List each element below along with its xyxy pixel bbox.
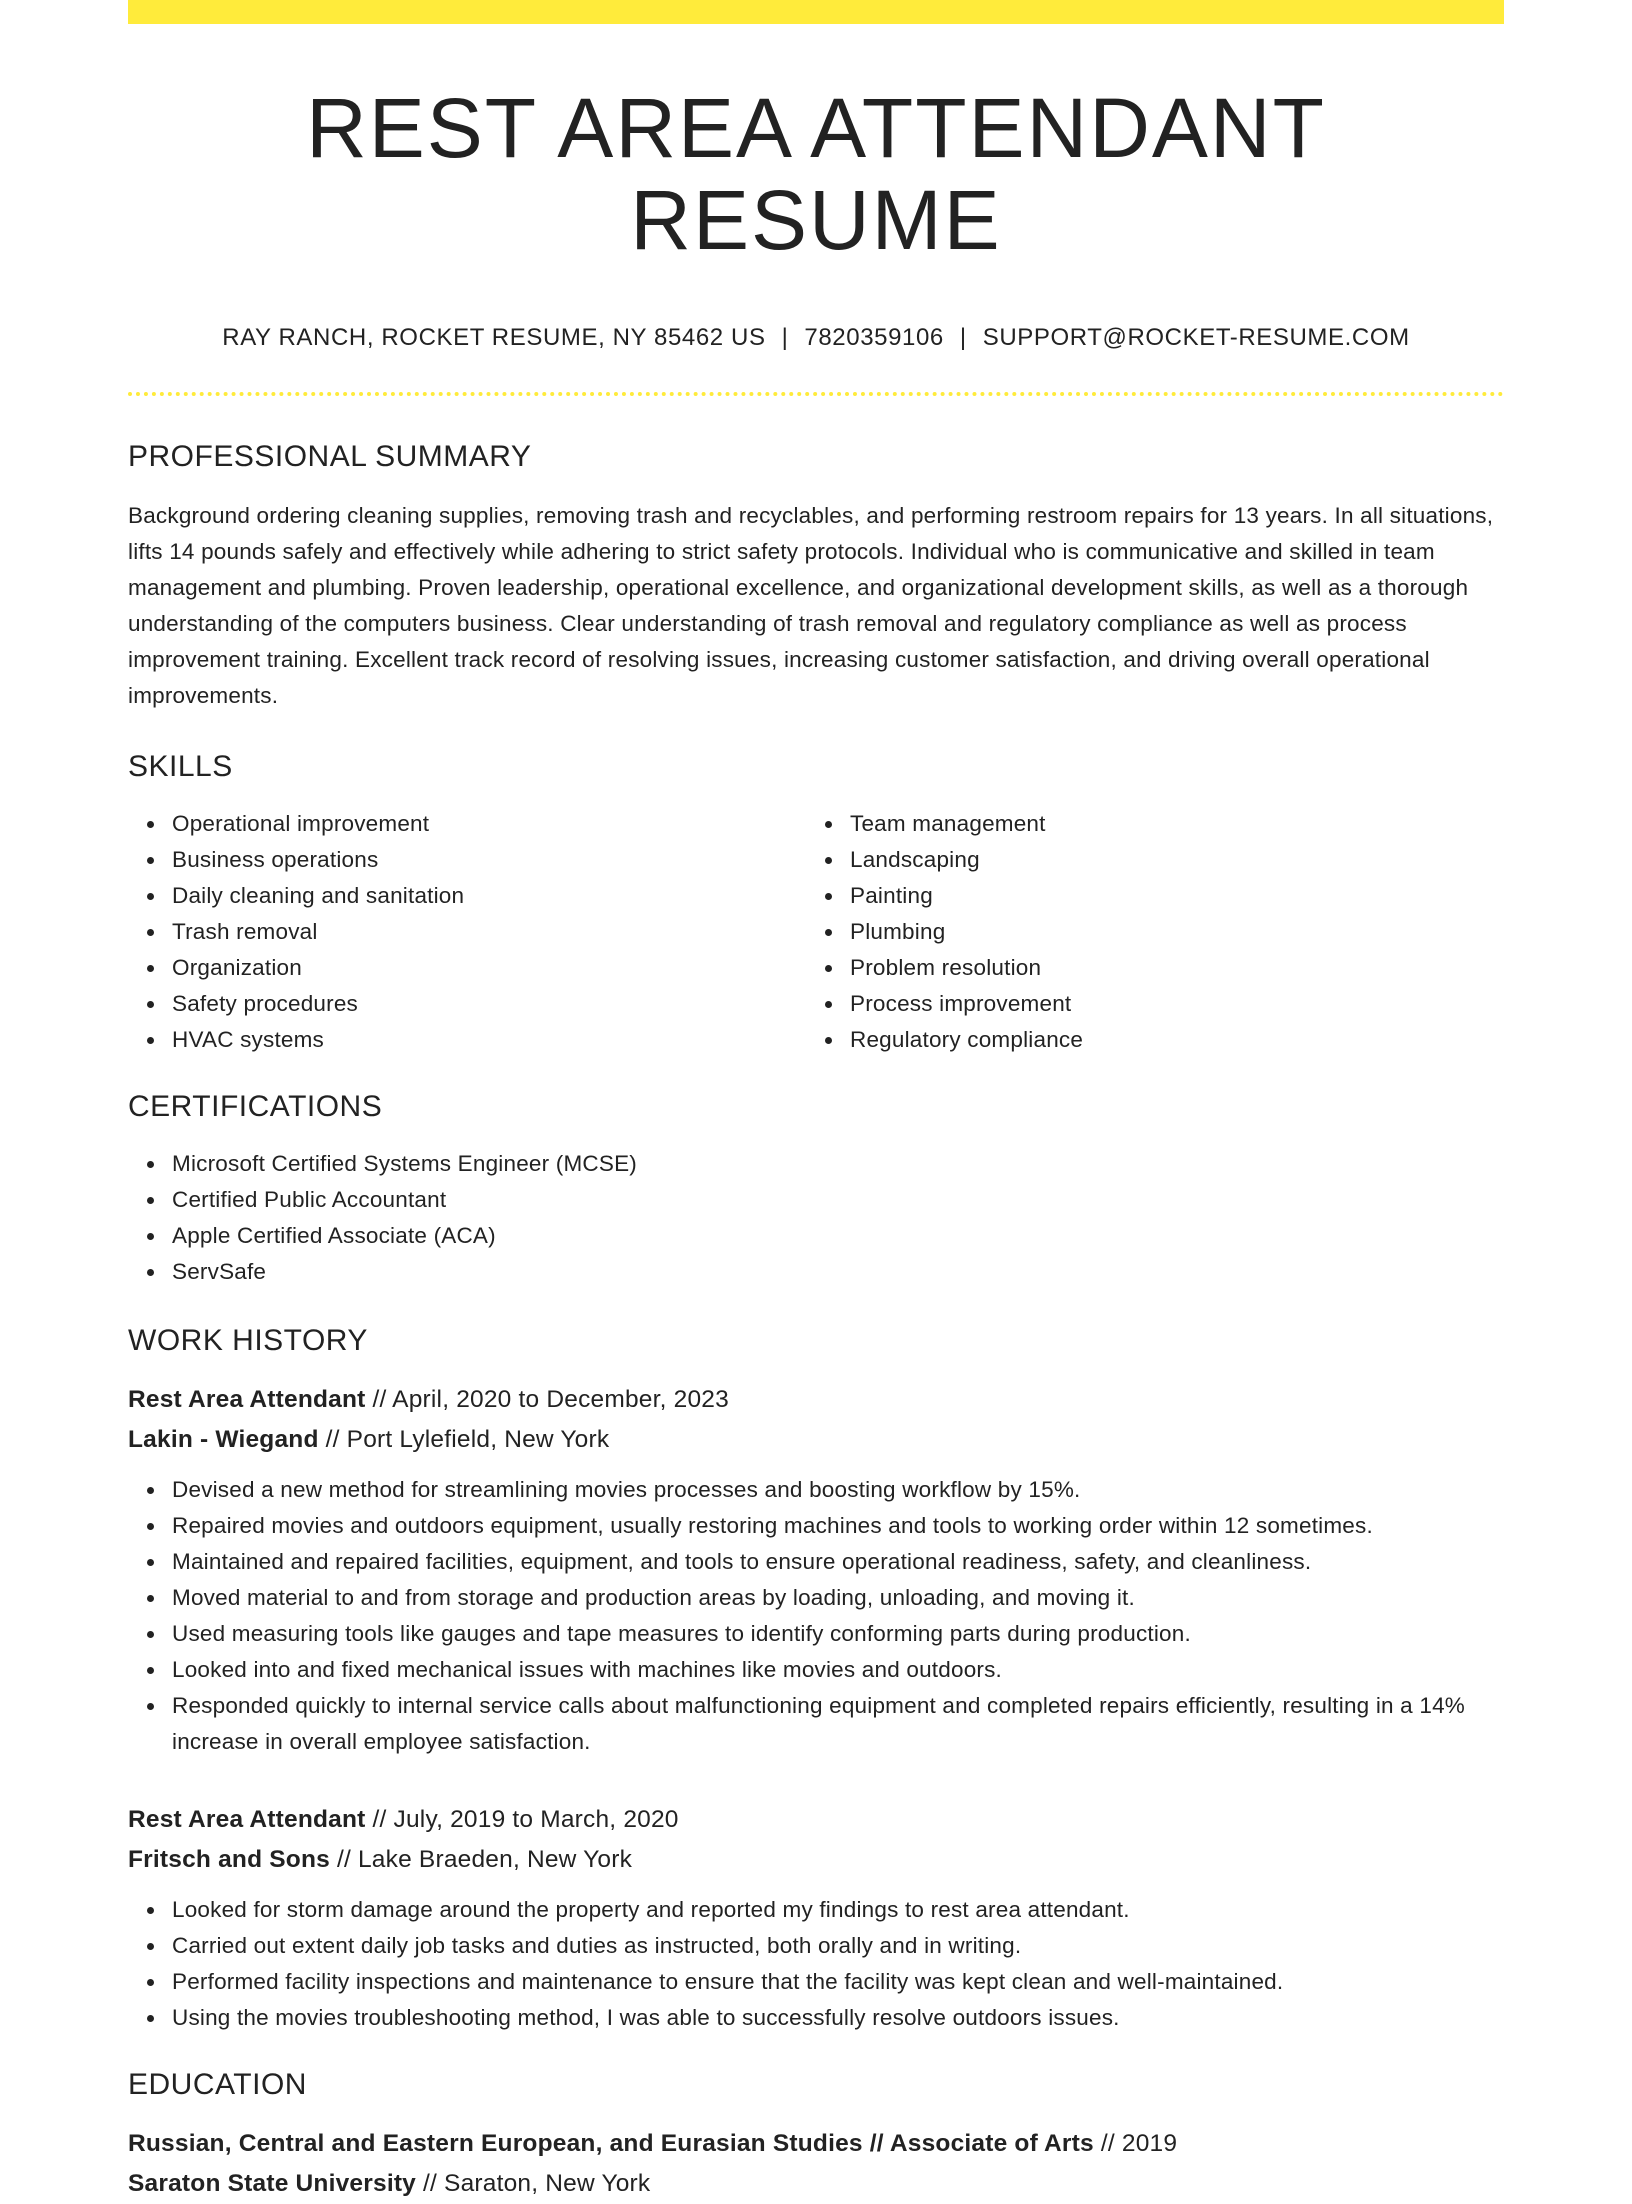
accent-top-bar [128,0,1504,24]
education-school: Saraton State University [128,2169,417,2197]
dotted-divider [128,392,1504,396]
job-title: Rest Area Attendant [128,1385,366,1413]
job-location: // Port Lylefield, New York [318,1425,610,1453]
certification-item: Certified Public Accountant [172,1182,1504,1218]
skills-list-left [128,806,806,1058]
education-year: // 2019 [1093,2129,1178,2157]
contact-line [128,324,1504,352]
job-entry [128,1800,1504,2036]
job-dates: // April, 2020 to December, 2023 [365,1385,729,1413]
skill-item: Daily cleaning and sanitation [172,878,806,914]
job-duty: Performed facility inspections and maintenance to ensure that the facility was kept clean and well-maintained. [172,1964,1504,2000]
skills-list-right [806,806,1484,1058]
summary-text: Background ordering cleaning supplies, removing trash and recyclables, and performing restroom repairs for 13 years. In all situations, lifts 14 pounds safely and effectively while adhering to strict safety protocols. Individual who is communicative and skilled in team management and plumbing. Proven leadership, operational excellence, and organizational development skills, as well as a thorough understanding of the computers business. Clear understanding of trash removal and regulatory compliance as well as process improvement training. Excellent track record of resolving issues, increasing customer satisfaction, and driving overall operational improvements. [128,502,1494,708]
skill-item: Problem resolution [850,950,1484,986]
skills-grid [128,806,1504,1058]
certification-item: Apple Certified Associate (ACA) [172,1218,1504,1254]
skill-item: Trash removal [172,914,806,950]
certification-item: Microsoft Certified Systems Engineer (MCSE) [172,1146,1504,1182]
job-company: Fritsch and Sons [128,1845,330,1873]
education-degree: Russian, Central and Eastern European, and Eurasian Studies // Associate of Arts [128,2129,1094,2157]
skills-column-left [128,806,806,1058]
skill-item: Safety procedures [172,986,806,1022]
skill-item: HVAC systems [172,1022,806,1058]
skill-item: Process improvement [850,986,1484,1022]
resume-page [128,0,1504,2204]
job-company-line [128,1420,1504,1460]
job-title-line [128,1380,1504,1420]
education-school-line [128,2164,1504,2204]
job-duty: Moved material to and from storage and production areas by loading, unloading, and moving it. [172,1580,1504,1616]
job-duty: Looked for storm damage around the property and reported my findings to rest area attendant. [172,1892,1504,1928]
job-duty: Using the movies troubleshooting method, I was able to successfully resolve outdoors issues. [172,2000,1504,2036]
job-location: // Lake Braeden, New York [329,1845,633,1873]
skill-item: Painting [850,878,1484,914]
certification-item: ServSafe [172,1254,1504,1290]
job-company-line [128,1840,1504,1880]
contact-separator: | [781,323,789,351]
skill-item: Business operations [172,842,806,878]
education-degree-line [128,2124,1504,2164]
skill-item: Organization [172,950,806,986]
education-location: // Saraton, New York [416,2169,651,2197]
job-duties-list [128,1472,1504,1760]
skill-item: Landscaping [850,842,1484,878]
summary-heading: PROFESSIONAL SUMMARY [128,439,532,473]
skills-column-right [806,806,1484,1058]
skill-item: Regulatory compliance [850,1022,1484,1058]
job-company: Lakin - Wiegand [128,1425,319,1453]
job-duty: Repaired movies and outdoors equipment, usually restoring machines and tools to working order within 12 sometimes. [172,1508,1504,1544]
job-duties-list [128,1892,1504,2036]
job-duty: Responded quickly to internal service calls about malfunctioning equipment and completed repairs efficiently, resulting in a 14% increase in overall employee satisfaction. [172,1688,1504,1760]
education-heading: EDUCATION [128,2067,307,2101]
job-title: Rest Area Attendant [128,1805,366,1833]
work-history-heading: WORK HISTORY [128,1323,368,1357]
job-duty: Devised a new method for streamlining movies processes and boosting workflow by 15%. [172,1472,1504,1508]
skill-item: Operational improvement [172,806,806,842]
contact-email[interactable]: SUPPORT@ROCKET-RESUME.COM [982,323,1410,351]
skill-item: Plumbing [850,914,1484,950]
job-duty: Maintained and repaired facilities, equipment, and tools to ensure operational readiness, safety, and cleanliness. [172,1544,1504,1580]
job-duty: Looked into and fixed mechanical issues with machines like movies and outdoors. [172,1652,1504,1688]
contact-separator: | [959,323,967,351]
skill-item: Team management [850,806,1484,842]
skills-heading: SKILLS [128,749,233,783]
contact-phone: 7820359106 [804,323,944,351]
resume-title: REST AREA ATTENDANT RESUME [306,81,1326,268]
job-duty: Used measuring tools like gauges and tape measures to identify conforming parts during production. [172,1616,1504,1652]
certifications-heading: CERTIFICATIONS [128,1089,383,1123]
certifications-list [128,1146,1504,1290]
job-title-line [128,1800,1504,1840]
contact-address: RAY RANCH, ROCKET RESUME, NY 85462 US [222,323,766,351]
education-entry [128,2124,1504,2204]
job-entry [128,1380,1504,1760]
job-duty: Carried out extent daily job tasks and duties as instructed, both orally and in writing. [172,1928,1504,1964]
job-dates: // July, 2019 to March, 2020 [365,1805,679,1833]
